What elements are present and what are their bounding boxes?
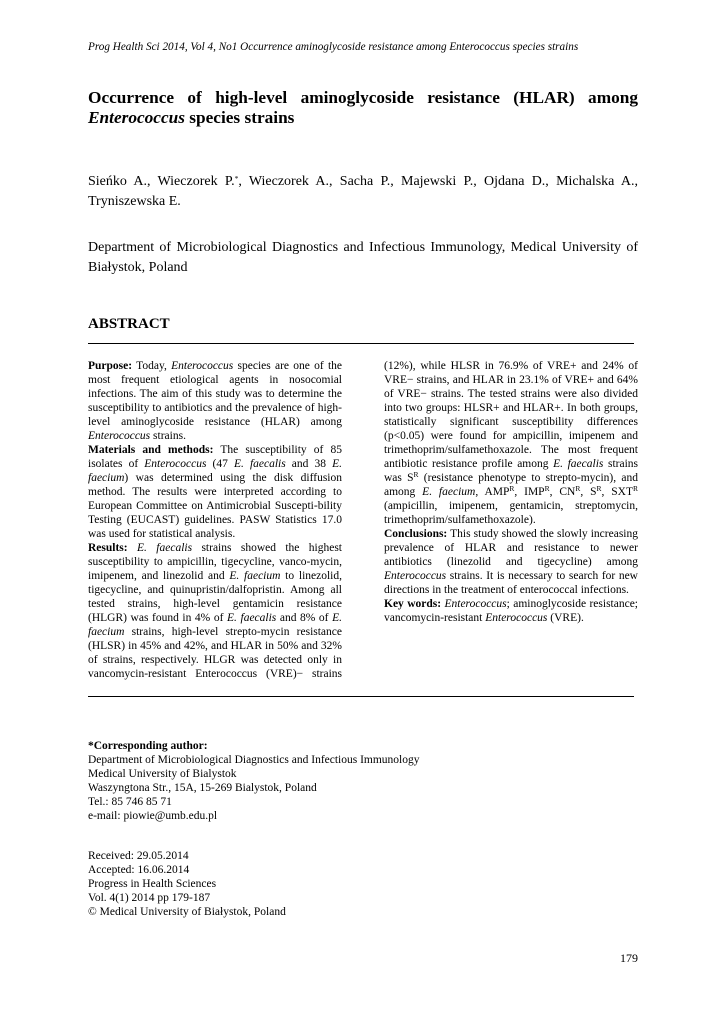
accepted-date: Accepted: 16.06.2014 xyxy=(88,864,190,876)
abstract-methods: Materials and methods: The susceptibility of 85 isolates of Enterococcus (47 E. faecalis and 38 E. faecium) was determined using the disk diffusion method. The results were interpreted according to European Committee on Antimicrobial Suscepti-bility Testing (EUCAST) guidelines. PASW Statistics 17.0 was used for statistical analysis. xyxy=(88,444,342,540)
corr-department: Department of Microbiological Diagnostics and Infectious Immunology xyxy=(88,754,420,766)
abstract-purpose: Purpose: Today, Enterococcus species are one of the most frequent etiological agents in nosocomial infections. The aim of this study was to determine the susceptibility to antibiotics and the prevalence of high-level aminoglycoside resistance (HLAR) among Enterococcus strains. xyxy=(88,360,342,442)
author-list: Sieńko A., Wieczorek P.*, Wieczorek A., Sacha P., Majewski P., Ojdana D., Michalska A., Tryniszewska E. xyxy=(88,174,638,209)
affiliation: Department of Microbiological Diagnostics and Infectious Immunology, Medical University of Białystok, Poland xyxy=(88,240,638,275)
corr-address: Waszyngtona Str., 15A, 15-269 Bialystok, Poland xyxy=(88,782,317,794)
abstract-conclusions: Conclusions: This study showed the slowly increasing prevalence of HLAR and resistance to newer antibiotics (linezolid and tigecycline) among Enterococcus strains. It is necessary to search for new directions in the treatment of enterococcal infections. xyxy=(384,528,638,596)
corresponding-author-block xyxy=(88,739,568,823)
volume-info: Vol. 4(1) 2014 pp 179-187 xyxy=(88,892,211,904)
corr-phone: Tel.: 85 746 85 71 xyxy=(88,796,172,808)
abstract-column-left xyxy=(88,359,638,681)
corresponding-mark: * xyxy=(234,174,239,183)
corr-university: Medical University of Bialystok xyxy=(88,768,237,780)
abstract-results: Results: E. faecalis strains showed the highest susceptibility to ampicillin, tigecycline, vanco-mycin, imipenem, and linezolid and E. faecium to linezolid, tigecycline, and quinupristin/dalfopristin. Among all tested strains, high-level gentamicin resistance (HLGR) was found in 4% of E. faecalis and 8% of E. faecium strains, high-level strepto-mycin resistance (HLSR) in 45% and 42%, and HLAR in 50% and 32% of strains, respectively. HLGR was detected only in vancomycin-resistant Enterococcus (VRE)− strains (12%), while HLSR in 76.9% of VRE+ and 24% of VRE− strains, and HLAR in 23.1% of VRE+ and 64% of VRE− strains. The tested strains were also divided into two groups: HLSR+ and HLAR+. In both groups, statistically significant susceptibility differences (p<0.05) were found for ampicillin, imipenem and trimethoprim/sulfamethoxazole. The most frequent antibiotic resistance profile among E. faecalis strains was $S^R$ (resistance phenotype to strepto-mycin), and among E. faecium, $AMP^R$, $IMP^R$, $CN^R$, $S^R$, $SXT^R$ (ampicillin, imipenem, gentamicin, streptomycin, trimethoprim/sulfamethoxazole). xyxy=(88,360,638,680)
abstract-top-rule xyxy=(88,343,634,344)
publication-info xyxy=(88,849,568,919)
copyright: © Medical University of Białystok, Poland xyxy=(88,906,286,918)
corresponding-author-label: *Corresponding author: xyxy=(88,740,208,752)
page-number: 179 xyxy=(620,951,638,965)
journal-name: Progress in Health Sciences xyxy=(88,878,217,890)
abstract-heading: ABSTRACT xyxy=(88,316,170,332)
abstract-keywords: Key words: Enterococcus; aminoglycoside resistance; vancomycin-resistant Enterococcus (VRE). xyxy=(384,598,638,624)
running-head: Prog Health Sci 2014, Vol 4, No1 Occurrence aminoglycoside resistance among Enterococcus species strains xyxy=(88,41,579,53)
abstract-bottom-rule xyxy=(88,696,634,697)
article-title: Occurrence of high-level aminoglycoside resistance (HLAR) among Enterococcus species strains xyxy=(88,88,638,127)
corr-email: e-mail: piowie@umb.edu.pl xyxy=(88,810,218,822)
received-date: Received: 29.05.2014 xyxy=(88,850,189,862)
